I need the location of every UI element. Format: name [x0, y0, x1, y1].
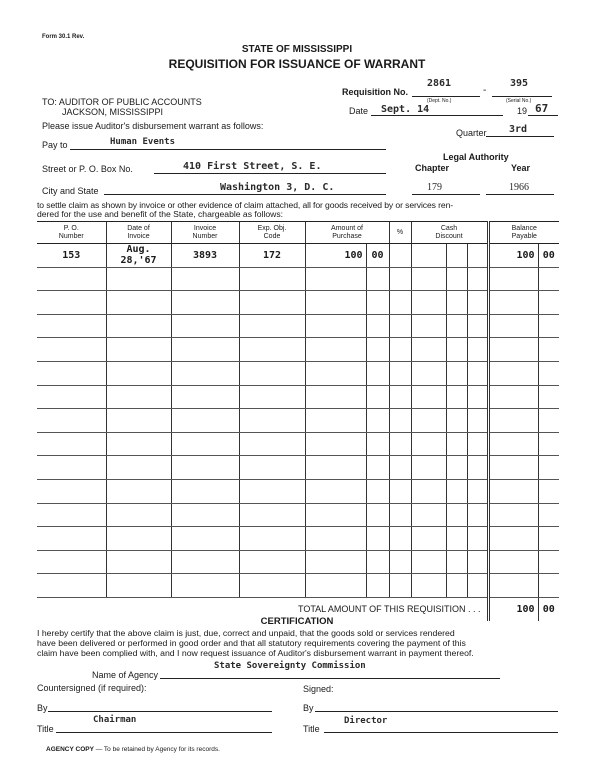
- addressee-line-1: TO: AUDITOR OF PUBLIC ACCOUNTS: [42, 97, 202, 107]
- pay-to-line: [70, 149, 386, 150]
- table-cell[interactable]: [106, 574, 171, 598]
- table-cell[interactable]: [37, 291, 106, 315]
- table-cell[interactable]: [37, 361, 106, 385]
- table-cell[interactable]: [37, 314, 106, 338]
- header-percent: %: [389, 222, 411, 244]
- agency-value[interactable]: State Sovereignty Commission: [214, 661, 366, 671]
- table-cell[interactable]: [389, 338, 411, 362]
- table-cell[interactable]: [305, 550, 366, 574]
- quarter-value[interactable]: 3rd: [509, 124, 528, 135]
- left-title-line: [56, 732, 272, 733]
- year-line: [528, 115, 558, 116]
- table-cell[interactable]: [171, 291, 239, 315]
- cell-percent[interactable]: [389, 244, 411, 268]
- table-cell[interactable]: [389, 503, 411, 527]
- table-cell[interactable]: [37, 338, 106, 362]
- table-cell[interactable]: [411, 479, 446, 503]
- table-cell[interactable]: [488, 550, 538, 574]
- table-cell[interactable]: [467, 432, 488, 456]
- table-row: [37, 550, 559, 574]
- table-cell[interactable]: [305, 361, 366, 385]
- table-cell[interactable]: [467, 574, 488, 598]
- table-cell[interactable]: [305, 291, 366, 315]
- agency-line: [160, 678, 500, 679]
- table-cell[interactable]: [467, 267, 488, 291]
- right-by-label: By: [303, 703, 314, 713]
- table-cell[interactable]: [106, 385, 171, 409]
- table-cell[interactable]: [366, 291, 389, 315]
- table-row: [37, 361, 559, 385]
- claims-table: [37, 221, 559, 621]
- table-cell[interactable]: [467, 550, 488, 574]
- table-cell[interactable]: [389, 456, 411, 480]
- table-cell[interactable]: [446, 550, 467, 574]
- table-cell[interactable]: [305, 409, 366, 433]
- table-cell[interactable]: [488, 314, 538, 338]
- cell-discount[interactable]: [411, 244, 446, 268]
- table-cell[interactable]: [488, 432, 538, 456]
- table-row: [37, 432, 559, 456]
- table-cell[interactable]: [467, 291, 488, 315]
- table-cell[interactable]: [411, 456, 446, 480]
- table-cell[interactable]: [239, 550, 305, 574]
- table-cell[interactable]: [37, 432, 106, 456]
- table-cell[interactable]: [411, 574, 446, 598]
- dept-no-line: [412, 96, 480, 97]
- table-cell[interactable]: [411, 338, 446, 362]
- left-title-value[interactable]: Chairman: [93, 715, 137, 725]
- certification-text-3: claim have been complied with, and I now request issuance of Auditor's disbursement warrant in payment thereof.: [37, 648, 474, 658]
- table-cell[interactable]: [366, 503, 389, 527]
- table-cell[interactable]: [467, 314, 488, 338]
- table-cell[interactable]: [389, 527, 411, 551]
- table-cell[interactable]: [37, 267, 106, 291]
- table-cell[interactable]: [446, 291, 467, 315]
- table-cell[interactable]: [106, 432, 171, 456]
- table-cell[interactable]: [389, 385, 411, 409]
- table-cell[interactable]: [171, 527, 239, 551]
- settle-text-line-1: to settle claim as shown by invoice or other evidence of claim attached, all for goods received by or services ren-: [37, 200, 454, 210]
- year-label: Year: [511, 163, 531, 173]
- table-cell[interactable]: [488, 338, 538, 362]
- table-row: [37, 503, 559, 527]
- table-cell[interactable]: [389, 409, 411, 433]
- addressee-line-2: JACKSON, MISSISSIPPI: [62, 107, 164, 117]
- table-cell[interactable]: [171, 361, 239, 385]
- table-cell[interactable]: [106, 456, 171, 480]
- table-cell[interactable]: [366, 574, 389, 598]
- cell-amount[interactable]: 100: [305, 244, 366, 268]
- table-cell[interactable]: [467, 527, 488, 551]
- countersigned-label: Countersigned (if required):: [37, 683, 147, 693]
- cell-discount-extra[interactable]: [467, 244, 488, 268]
- right-title-line: [324, 732, 558, 733]
- table-cell[interactable]: [538, 314, 559, 338]
- serial-no-line: [492, 96, 552, 97]
- table-cell[interactable]: [305, 267, 366, 291]
- header-invoice-number: Invoice Number: [171, 222, 239, 244]
- right-title-label: Title: [303, 724, 320, 734]
- table-row: [37, 409, 559, 433]
- certification-text-1: I hereby certify that the above claim is just, due, correct and unpaid, that the goods sold or services rendered: [37, 628, 455, 638]
- left-by-label: By: [37, 703, 48, 713]
- city-line: [104, 194, 386, 195]
- table-cell[interactable]: [366, 456, 389, 480]
- agency-copy-label: AGENCY COPY: [46, 746, 94, 753]
- table-row: [37, 338, 559, 362]
- authority-year-value[interactable]: 1966: [509, 182, 529, 193]
- table-cell[interactable]: [366, 385, 389, 409]
- table-cell[interactable]: [305, 314, 366, 338]
- table-cell[interactable]: [305, 456, 366, 480]
- table-cell[interactable]: [106, 503, 171, 527]
- table-cell[interactable]: [538, 574, 559, 598]
- table-row: [37, 385, 559, 409]
- table-cell[interactable]: [305, 503, 366, 527]
- table-cell[interactable]: [467, 456, 488, 480]
- table-cell[interactable]: [37, 503, 106, 527]
- table-cell[interactable]: [239, 409, 305, 433]
- chapter-label: Chapter: [415, 163, 450, 173]
- table-cell[interactable]: [467, 479, 488, 503]
- table-row: [37, 314, 559, 338]
- table-cell[interactable]: [467, 361, 488, 385]
- requisition-dash: -: [483, 85, 487, 96]
- quarter-label: Quarter: [456, 128, 487, 138]
- table-cell[interactable]: [305, 479, 366, 503]
- table-cell[interactable]: [488, 503, 538, 527]
- table-cell[interactable]: [411, 527, 446, 551]
- right-by-line: [315, 711, 558, 712]
- agency-copy-text: — To be retained by Agency for its records.: [95, 746, 220, 753]
- table-cell[interactable]: [171, 574, 239, 598]
- table-cell[interactable]: [239, 267, 305, 291]
- header-balance-payable: Balance Payable: [488, 222, 559, 244]
- header-po-number: P. O. Number: [37, 222, 106, 244]
- pay-to-label: Pay to: [42, 140, 68, 150]
- dept-no-caption: (Dept. No.): [427, 98, 452, 104]
- cell-date-of-invoice[interactable]: Aug. 28,'67: [106, 244, 171, 268]
- quarter-line: [486, 136, 554, 137]
- table-cell[interactable]: [488, 267, 538, 291]
- date-value[interactable]: Sept. 14: [381, 104, 430, 115]
- table-cell[interactable]: [171, 550, 239, 574]
- table-cell[interactable]: [467, 503, 488, 527]
- table-cell[interactable]: [538, 456, 559, 480]
- total-label: TOTAL AMOUNT OF THIS REQUISITION . . .: [37, 597, 488, 621]
- table-cell[interactable]: [366, 479, 389, 503]
- table-cell[interactable]: [538, 338, 559, 362]
- table-cell[interactable]: [538, 267, 559, 291]
- table-cell[interactable]: [446, 409, 467, 433]
- table-cell[interactable]: [106, 291, 171, 315]
- table-cell[interactable]: [366, 409, 389, 433]
- serial-no-caption: (Serial No.): [506, 98, 532, 104]
- table-row: [37, 244, 559, 268]
- city-value[interactable]: Washington 3, D. C.: [220, 182, 335, 193]
- table-cell[interactable]: [538, 291, 559, 315]
- table-cell[interactable]: [411, 385, 446, 409]
- state-heading: STATE OF MISSISSIPPI: [241, 44, 353, 55]
- table-row: [37, 456, 559, 480]
- table-cell[interactable]: [467, 385, 488, 409]
- table-cell[interactable]: [488, 291, 538, 315]
- table-cell[interactable]: [106, 361, 171, 385]
- cell-balance[interactable]: 100: [488, 244, 538, 268]
- table-cell[interactable]: [488, 361, 538, 385]
- cell-discount-cents[interactable]: [446, 244, 467, 268]
- table-cell[interactable]: [106, 338, 171, 362]
- certification-text-2: have been delivered or performed in good order and that all statutory requirements covering the payment of this: [37, 638, 466, 648]
- table-cell[interactable]: [239, 456, 305, 480]
- table-row: [37, 574, 559, 598]
- table-cell[interactable]: [37, 527, 106, 551]
- table-cell[interactable]: [366, 267, 389, 291]
- table-cell[interactable]: [366, 432, 389, 456]
- table-cell[interactable]: [171, 338, 239, 362]
- table-cell[interactable]: [171, 479, 239, 503]
- cell-invoice-number[interactable]: 3893: [171, 244, 239, 268]
- header-date-of-invoice: Date of Invoice: [106, 222, 171, 244]
- table-cell[interactable]: [171, 267, 239, 291]
- form-title: REQUISITION FOR ISSUANCE OF WARRANT: [168, 57, 426, 71]
- table-cell[interactable]: [366, 314, 389, 338]
- table-cell[interactable]: [239, 361, 305, 385]
- table-cell[interactable]: [171, 456, 239, 480]
- table-row: [37, 527, 559, 551]
- table-cell[interactable]: [239, 503, 305, 527]
- table-cell[interactable]: [389, 479, 411, 503]
- table-cell[interactable]: [106, 267, 171, 291]
- date-line: [371, 115, 503, 116]
- table-cell[interactable]: [389, 574, 411, 598]
- table-cell[interactable]: [411, 550, 446, 574]
- table-cell[interactable]: [239, 574, 305, 598]
- settle-text-line-2: dered for the use and benefit of the State, chargeable as follows:: [37, 209, 284, 219]
- table-cell[interactable]: [389, 432, 411, 456]
- table-cell[interactable]: [538, 527, 559, 551]
- table-row: [37, 267, 559, 291]
- table-row: [37, 291, 559, 315]
- table-cell[interactable]: [171, 385, 239, 409]
- table-cell[interactable]: [538, 432, 559, 456]
- table-cell[interactable]: [366, 527, 389, 551]
- table-cell[interactable]: [239, 479, 305, 503]
- table-cell[interactable]: [37, 574, 106, 598]
- table-cell[interactable]: [446, 574, 467, 598]
- table-cell[interactable]: [366, 550, 389, 574]
- table-cell[interactable]: [411, 409, 446, 433]
- table-cell[interactable]: [446, 267, 467, 291]
- table-cell[interactable]: [366, 361, 389, 385]
- agency-label: Name of Agency: [92, 670, 159, 680]
- table-cell[interactable]: [467, 409, 488, 433]
- table-cell[interactable]: [305, 385, 366, 409]
- certification-heading: CERTIFICATION: [260, 616, 334, 627]
- table-cell[interactable]: [389, 550, 411, 574]
- table-cell[interactable]: [389, 361, 411, 385]
- table-cell[interactable]: [446, 385, 467, 409]
- table-cell[interactable]: [106, 479, 171, 503]
- header-exp-obj-code: Exp. Obj. Code: [239, 222, 305, 244]
- table-cell[interactable]: [171, 503, 239, 527]
- table-cell[interactable]: [411, 432, 446, 456]
- table-cell[interactable]: [239, 527, 305, 551]
- cell-amount-cents[interactable]: 00: [366, 244, 389, 268]
- table-cell[interactable]: [305, 338, 366, 362]
- street-line: [154, 173, 386, 174]
- table-cell[interactable]: [171, 409, 239, 433]
- form-number: Form 30.1 Rev.: [42, 34, 85, 40]
- table-cell[interactable]: [389, 314, 411, 338]
- table-cell[interactable]: [305, 527, 366, 551]
- table-cell[interactable]: [446, 456, 467, 480]
- table-cell[interactable]: [239, 385, 305, 409]
- table-cell[interactable]: [411, 291, 446, 315]
- year-value[interactable]: 67: [535, 102, 549, 115]
- requisition-label: Requisition No.: [342, 87, 408, 97]
- table-cell[interactable]: [411, 503, 446, 527]
- table-cell[interactable]: [411, 361, 446, 385]
- cell-balance-cents[interactable]: 00: [538, 244, 559, 268]
- table-cell[interactable]: [37, 479, 106, 503]
- serial-no-value[interactable]: 395: [510, 78, 529, 89]
- table-cell[interactable]: [366, 338, 389, 362]
- header-cash-discount: Cash Discount: [411, 222, 488, 244]
- table-cell[interactable]: [446, 527, 467, 551]
- table-cell[interactable]: [446, 338, 467, 362]
- table-cell[interactable]: [446, 432, 467, 456]
- table-cell[interactable]: [538, 479, 559, 503]
- cell-exp-obj-code[interactable]: 172: [239, 244, 305, 268]
- table-cell[interactable]: [106, 550, 171, 574]
- table-cell[interactable]: [467, 338, 488, 362]
- table-cell[interactable]: [106, 314, 171, 338]
- footer-note: [46, 746, 220, 753]
- instruction-text: Please issue Auditor's disbursement warrant as follows:: [42, 121, 264, 131]
- table-cell[interactable]: [171, 314, 239, 338]
- table-cell[interactable]: [239, 314, 305, 338]
- table-cell[interactable]: [488, 409, 538, 433]
- cell-po-number[interactable]: 153: [37, 244, 106, 268]
- header-amount-of-purchase: Amount of Purchase: [305, 222, 389, 244]
- table-cell[interactable]: [488, 456, 538, 480]
- left-title-label: Title: [37, 724, 54, 734]
- table-cell[interactable]: [446, 503, 467, 527]
- table-cell[interactable]: [538, 385, 559, 409]
- table-cell[interactable]: [389, 267, 411, 291]
- table-row: [37, 479, 559, 503]
- left-by-line: [48, 711, 272, 712]
- city-label: City and State: [42, 186, 99, 196]
- pay-to-value[interactable]: Human Events: [110, 137, 176, 147]
- authority-year-line: [486, 194, 554, 195]
- table-cell[interactable]: [538, 503, 559, 527]
- table-cell[interactable]: [239, 291, 305, 315]
- table-cell[interactable]: [488, 574, 538, 598]
- table-header-row: [37, 222, 559, 244]
- table-cell[interactable]: [538, 550, 559, 574]
- chapter-line: [412, 194, 480, 195]
- table-cell[interactable]: [446, 479, 467, 503]
- table-cell[interactable]: [538, 361, 559, 385]
- dept-no-value[interactable]: 2861: [427, 78, 452, 89]
- table-cell[interactable]: [37, 456, 106, 480]
- street-label: Street or P. O. Box No.: [42, 164, 133, 174]
- table-cell[interactable]: [106, 527, 171, 551]
- table-cell[interactable]: [488, 527, 538, 551]
- table-cell[interactable]: [446, 314, 467, 338]
- table-cell[interactable]: [305, 432, 366, 456]
- table-cell[interactable]: [305, 574, 366, 598]
- table-cell[interactable]: [411, 314, 446, 338]
- right-title-value[interactable]: Director: [344, 716, 388, 726]
- table-cell[interactable]: [389, 291, 411, 315]
- table-cell[interactable]: [37, 409, 106, 433]
- table-cell[interactable]: [446, 361, 467, 385]
- table-cell[interactable]: [106, 409, 171, 433]
- table-cell[interactable]: [538, 409, 559, 433]
- date-label: Date: [349, 106, 369, 116]
- year-prefix: 19: [517, 106, 528, 116]
- table-cell[interactable]: [37, 385, 106, 409]
- table-cell[interactable]: [488, 479, 538, 503]
- table-cell[interactable]: [411, 267, 446, 291]
- chapter-value[interactable]: 179: [427, 182, 442, 193]
- street-value[interactable]: 410 First Street, S. E.: [183, 161, 322, 172]
- table-cell[interactable]: [171, 432, 239, 456]
- legal-authority-heading: Legal Authority: [443, 152, 509, 162]
- table-cell[interactable]: [37, 550, 106, 574]
- table-cell[interactable]: [488, 385, 538, 409]
- table-cell[interactable]: [239, 432, 305, 456]
- total-value[interactable]: 100: [488, 597, 538, 621]
- table-cell[interactable]: [239, 338, 305, 362]
- signed-label: Signed:: [303, 684, 334, 694]
- total-cents[interactable]: 00: [538, 597, 559, 621]
